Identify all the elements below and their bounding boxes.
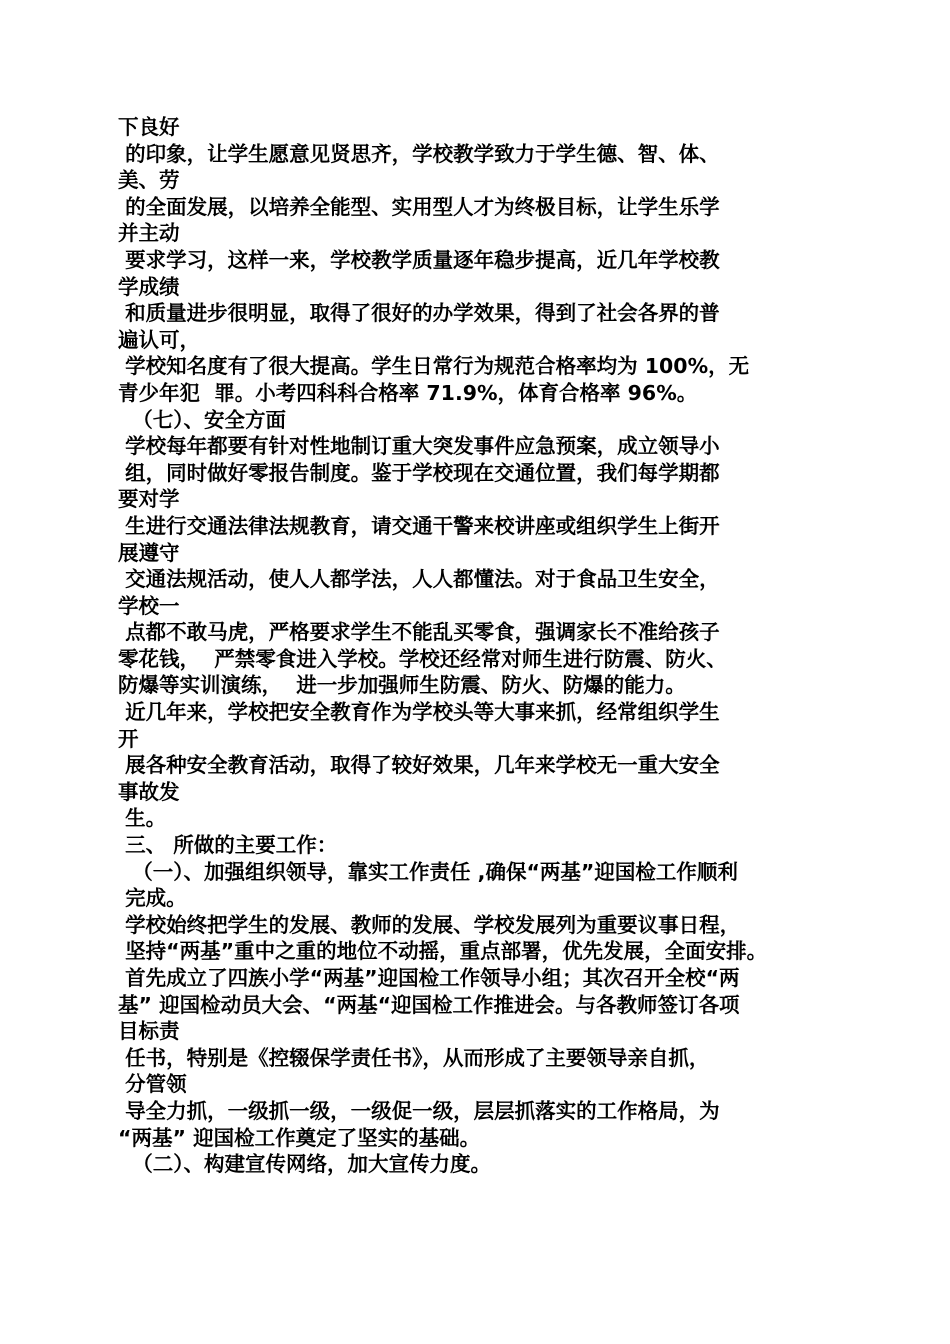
text-line: 美、劳	[118, 168, 180, 193]
document-body	[118, 114, 838, 1178]
text-line: 要求学习，这样一来，学校教学质量逐年稳步提高，近几年学校教	[118, 247, 720, 272]
text-line: 和质量进步很明显，取得了很好的办学效果，得到了社会各界的普	[118, 301, 720, 326]
text-line: 学校知名度有了很大提高。学生日常行为规范合格率均为 100%，无	[118, 354, 750, 379]
text-line: 的印象，让学生愿意见贤思齐，学校教学致力于学生德、智、体、	[118, 141, 720, 166]
text-line: 首先成立了四族小学“两基”迎国检工作领导小组；其次召开全校“两	[118, 966, 740, 990]
text-line: 防爆等实训演练， 进一步加强师生防震、防火、防爆的能力。	[118, 673, 686, 698]
text-line: 点都不敢马虎，严格要求学生不能乱买零食，强调家长不准给孩子	[118, 620, 720, 645]
text-line: 基” 迎国检动员大会、“两基“迎国检工作推进会。与各教师签订各项	[118, 992, 740, 1017]
text-line: 学校始终把学生的发展、教师的发展、学校发展列为重要议事日程，	[118, 912, 741, 937]
text-line: 坚持“两基”重中之重的地位不动摇，重点部署，优先发展，全面安排。	[118, 939, 768, 964]
text-line: 事故发	[118, 779, 180, 804]
text-line: 目标责	[118, 1019, 180, 1044]
text-line: 导全力抓，一级抓一级，一级促一级，层层抓落实的工作格局，为	[118, 1098, 720, 1123]
text-line: 遍认可，	[118, 327, 200, 352]
text-line: 分管领	[118, 1072, 187, 1097]
text-line: 并主动	[118, 221, 180, 246]
text-line: 学校每年都要有针对性地制订重大突发事件应急预案，成立领导小	[118, 434, 720, 459]
text-line: 生。	[118, 806, 167, 831]
section-heading: （七）、安全方面	[118, 407, 287, 432]
text-line: 组，同时做好零报告制度。鉴于学校现在交通位置，我们每学期都	[118, 460, 720, 485]
text-line: 完成。	[118, 886, 187, 911]
text-line: 下良好	[118, 115, 180, 139]
text-line: 学校一	[118, 593, 180, 618]
text-line: 要对学	[118, 487, 180, 512]
text-line: 零花钱， 严禁零食进入学校。学校还经常对师生进行防震、防火、	[118, 646, 727, 671]
text-line: 展遵守	[118, 540, 180, 565]
text-line: “两基” 迎国检工作奠定了坚实的基础。	[118, 1125, 481, 1150]
section-heading: （一）、加强组织领导，靠实工作责任 ,确保“两基”迎国检工作顺利	[118, 859, 738, 884]
text-line: 学成绩	[118, 274, 180, 299]
text-line: 近几年来，学校把安全教育作为学校头等大事来抓，经常组织学生	[118, 700, 720, 725]
text-line: 开	[118, 726, 139, 751]
text-line: 展各种安全教育活动，取得了较好效果，几年来学校无一重大安全	[118, 753, 720, 778]
text-line: 任书，特别是《控辍保学责任书》，从而形成了主要领导亲自抓，	[118, 1045, 710, 1070]
section-heading: 三、 所做的主要工作：	[118, 833, 338, 858]
text-line: 青少年犯 罪。小考四科科合格率 71.9%，体育合格率 96%。	[118, 380, 698, 405]
text-line: 交通法规活动，使人人都学法，人人都懂法。对于食品卫生安全，	[118, 567, 720, 592]
text-line: 生进行交通法律法规教育，请交通干警来校讲座或组织学生上街开	[118, 513, 720, 538]
text-line: 的全面发展，以培养全能型、实用型人才为终极目标，让学生乐学	[118, 194, 720, 219]
section-heading: （二）、构建宣传网络，加大宣传力度。	[118, 1152, 492, 1177]
